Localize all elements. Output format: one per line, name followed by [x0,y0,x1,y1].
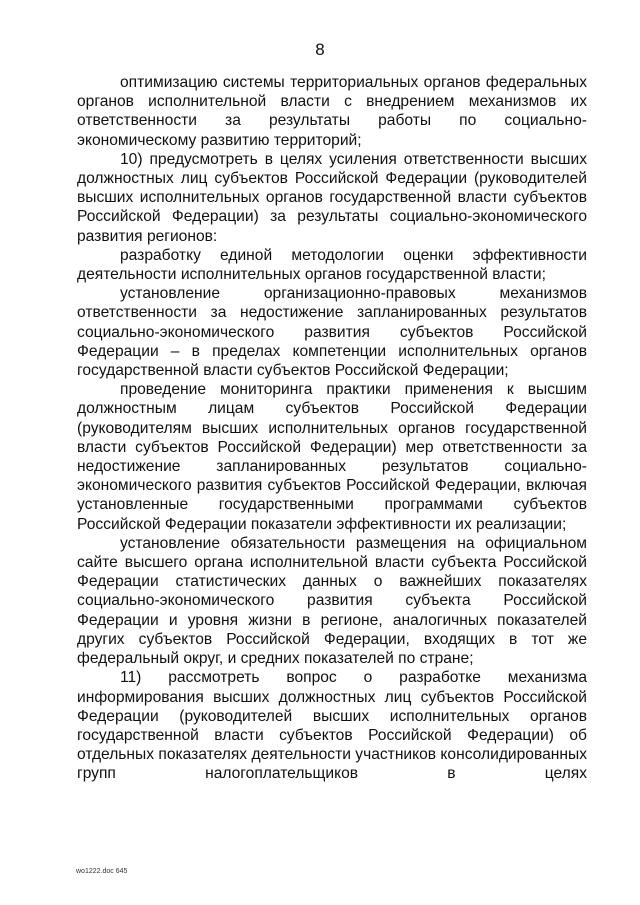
paragraph: разработку единой методологии оценки эффективности деятельности исполнительных органов государственной власти; [77,246,587,284]
paragraph: установление организационно-правовых механизмов ответственности за недостижение запланированных результатов социально-экономического развития субъектов Российской Федерации – в пределах компетенции исполнительных органов государственной власти субъектов Российской Федерации; [77,285,587,380]
paragraph: оптимизацию системы территориальных органов федеральных органов исполнительной власти с внедрением механизмов их ответственности за результаты работы по социально-экономическому развитию территорий; [77,74,587,149]
footer-file-reference: wo1222.doc 645 [76,868,128,875]
page-number: 8 [315,40,325,59]
document-body [77,73,587,784]
paragraph: 10) предусмотреть в целях усиления ответственности высших должностных лиц субъектов Российской Федерации (руководителей высших исполнительных органов государственной власти субъектов Российской Федерации) за результаты социально-экономического развития регионов: [77,150,587,245]
paragraph: 11) рассмотреть вопрос о разработке механизма информирования высших должностных лиц субъектов Российской Федерации (руководителей высших исполнительных органов государственной власти субъектов Российской Федерации) об отдельных показателях деятельности участников консолидированных групп налогоплательщиков в целях [77,669,587,783]
paragraph: проведение мониторинга практики применения к высшим должностным лицам субъектов Российской Федерации (руководителям высших исполнительных органов государственной власти субъектов Российской Федерации) мер ответственности за недостижение запланированных результатов социально-экономического развития субъектов Российской Федерации, включая установленные государственными программами субъектов Российской Федерации показатели эффективности их реализации; [77,381,587,533]
paragraph: установление обязательности размещения на официальном сайте высшего органа исполнительной власти субъекта Российской Федерации статистических данных о важнейших показателях социально-экономического развития субъекта Российской Федерации и уровня жизни в регионе, аналогичных показателей других субъектов Российской Федерации, входящих в тот же федеральный округ, и средних показателей по стране; [77,534,587,668]
